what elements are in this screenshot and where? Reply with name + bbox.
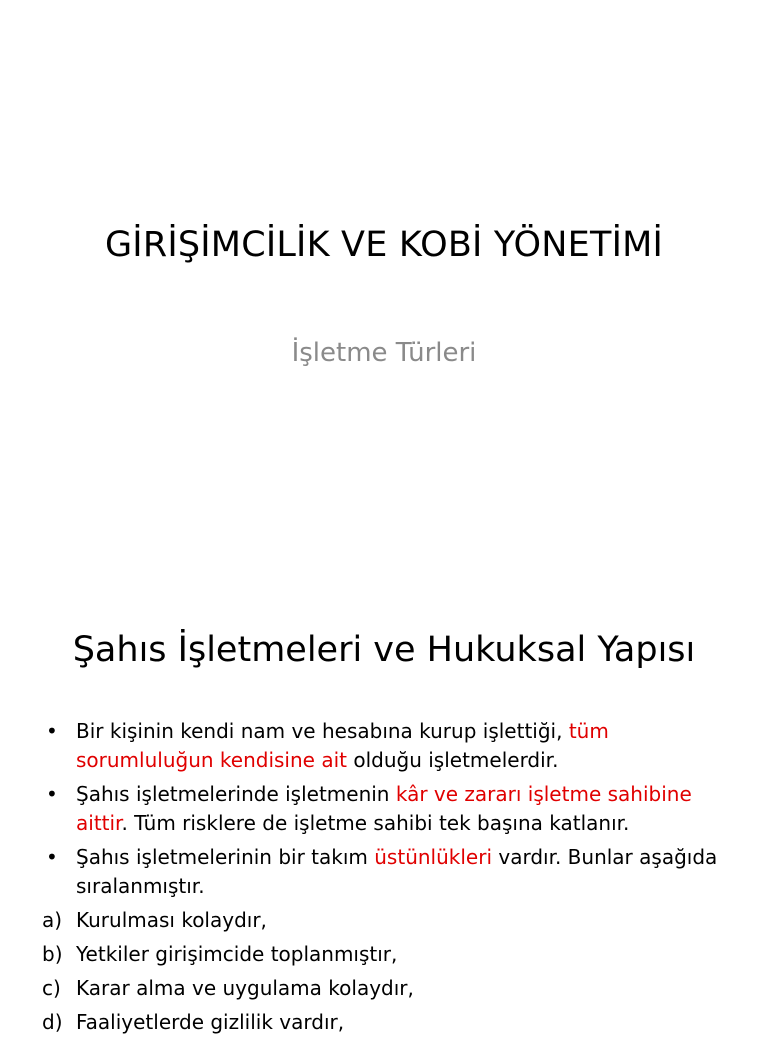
text-segment: Şahıs işletmelerinde işletmenin [76,782,396,806]
highlighted-text: üstünlükleri [374,845,492,869]
list-item-text: Kurulması kolaydır, [76,908,267,932]
list-item [42,1008,732,1037]
list-item-text: Yetkiler girişimcide toplanmıştır, [76,942,398,966]
bullet-marker: • [46,845,58,869]
list-item [42,906,732,935]
list-item-text: Karar alma ve uygulama kolaydır, [76,976,414,1000]
bullet-marker: • [46,782,58,806]
list-item [42,717,732,775]
content-slide [0,576,768,1034]
list-item [42,843,732,901]
list-item [42,780,732,838]
highlighted-text: kâr ve zararı işletme sahibine aittir [76,782,692,835]
list-marker: d) [42,1010,63,1034]
list-item-text [76,780,732,838]
list-item [42,940,732,969]
presentation-title: GİRİŞİMCİLİK VE KOBİ YÖNETİMİ [104,225,664,265]
highlighted-text: tüm sorumluluğun kendisine ait [76,719,609,772]
text-segment: olduğu işletmelerdir. [346,748,559,772]
list-marker: b) [42,942,63,966]
bullet-list [42,717,732,1042]
list-item [42,974,732,1003]
text-segment: vardır. Bunlar aşağıda sıralanmıştır. [76,845,718,898]
bullet-marker: • [46,719,58,743]
list-item-text: Faaliyetlerde gizlilik vardır, [76,1010,345,1034]
list-marker: a) [42,908,63,932]
presentation-subtitle: İşletme Türleri [291,338,477,368]
list-item-text [76,843,732,901]
list-item-text [76,717,732,775]
text-segment: . Tüm risklere de işletme sahibi tek başına katlanır. [121,811,630,835]
list-marker: c) [42,976,61,1000]
slide-title: Şahıs İşletmeleri ve Hukuksal Yapısı [72,630,696,670]
text-segment: Şahıs işletmelerinin bir takım [76,845,375,869]
text-segment: Bir kişinin kendi nam ve hesabına kurup işlettiği, [76,719,569,743]
